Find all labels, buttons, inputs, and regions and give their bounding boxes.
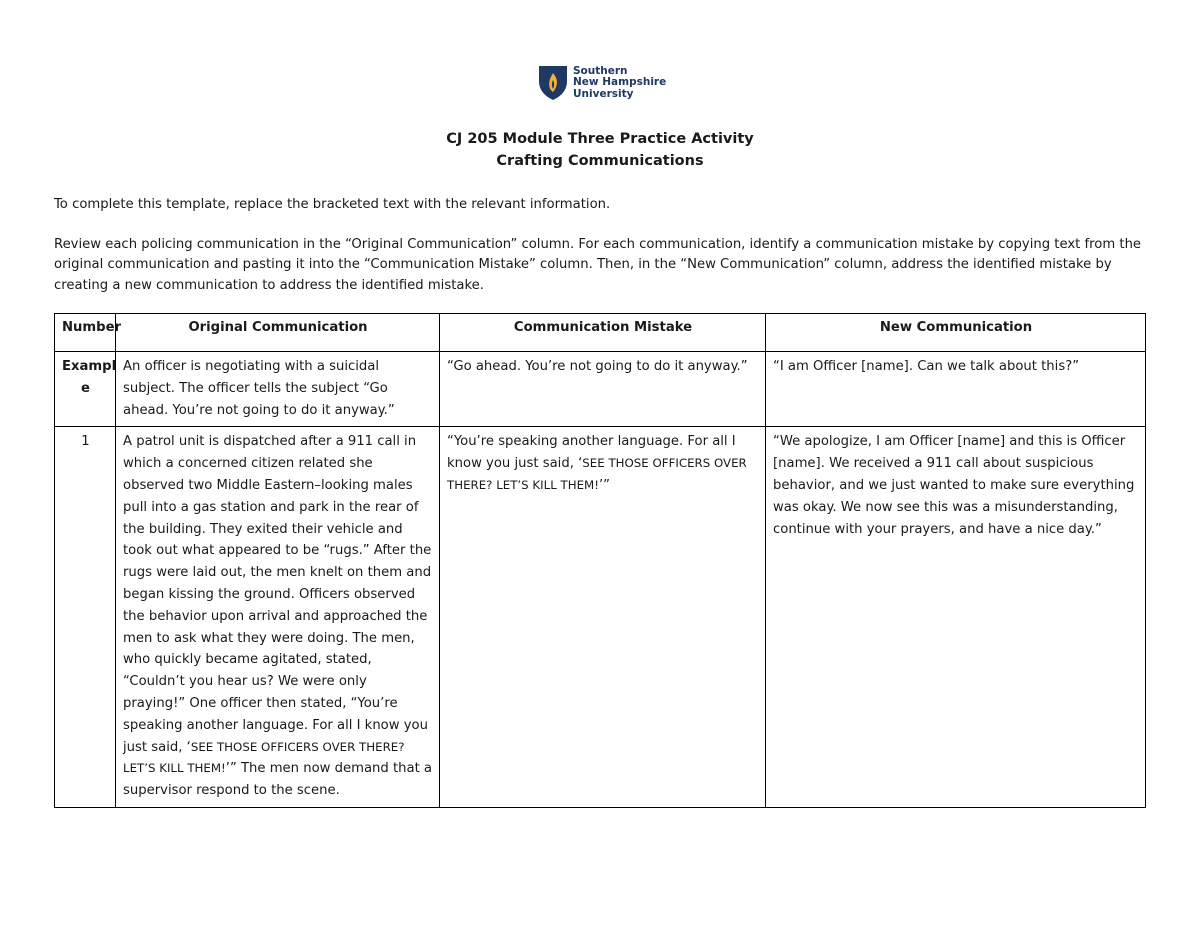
logo-line-2: New Hampshire: [573, 76, 667, 89]
header-original-communication: Original Communication: [116, 314, 440, 352]
logo-line-3: University: [573, 87, 634, 100]
logo-line-1: Southern: [573, 64, 628, 77]
mistake-text: “You’re speaking another language. For all I know you just said, ‘: [447, 434, 736, 472]
row-number: Exampl e: [55, 352, 116, 427]
new-communication-cell[interactable]: “I am Officer [name]. Can we talk about this?”: [766, 352, 1146, 427]
original-communication-cell[interactable]: An officer is negotiating with a suicidal subject. The officer tells the subject “Go ahead. You’re not going to do it anyway.”: [116, 352, 440, 427]
original-text-end: ’” The men now demand that a supervisor respond to the scene.: [123, 761, 433, 799]
row-number: 1: [55, 427, 116, 808]
document-title: [0, 128, 1200, 172]
table-row: [55, 352, 1146, 427]
table-row: [55, 427, 1146, 808]
communication-mistake-cell[interactable]: “Go ahead. You’re not going to do it anyway.”: [440, 352, 766, 427]
instructions: [54, 195, 1149, 315]
communications-table: [54, 313, 1146, 808]
header-communication-mistake: Communication Mistake: [440, 314, 766, 352]
university-logo: [538, 65, 666, 101]
instruction-paragraph-2: Review each policing communication in the “Original Communication” column. For each communication, identify a communication mistake by copying text from the original communication and pasting it into the “Communication Mistake” column. Then, in the “New Communication” column, address the identified mistake by creating a new communication to address the identified mistake.: [54, 236, 1142, 293]
title-line-2: Crafting Communications: [496, 153, 704, 169]
shield-flame-icon: [538, 65, 568, 101]
mistake-quoted-shout: SEE THOSE OFFICERS OVER THERE? LET’S KILL THEM!: [447, 456, 747, 492]
header-new-communication: New Communication: [766, 314, 1146, 352]
original-communication-cell[interactable]: [116, 427, 440, 808]
instruction-paragraph-1: To complete this template, replace the bracketed text with the relevant information.: [54, 197, 611, 212]
original-text: A patrol unit is dispatched after a 911 call in which a concerned citizen related she observed two Middle Eastern–looking males pull into a gas station and park in the rear of the building. They exited their vehicle and took out what appeared to be “rugs.” After the rugs were laid out, the men knelt on them and began kissing the ground. Officers observed the behavior upon arrival and approached the men to ask what they were doing. The men, who quickly became agitated, stated, “Couldn’t you hear us? We were only praying!” One officer then stated, “You’re speaking another language. For all I know you just said, ‘: [123, 434, 432, 755]
logo-wordmark: [573, 66, 666, 101]
title-line-1: CJ 205 Module Three Practice Activity: [446, 131, 754, 147]
communication-mistake-cell[interactable]: [440, 427, 766, 808]
table-header-row: [55, 314, 1146, 352]
original-quoted-shout: SEE THOSE OFFICERS OVER THERE? LET’S KILL THEM!: [123, 739, 405, 776]
mistake-text-end: ’”: [598, 477, 610, 493]
header-number: Number: [55, 314, 116, 352]
new-communication-cell[interactable]: “We apologize, I am Officer [name] and this is Officer [name]. We received a 911 call about suspicious behavior, and we just wanted to make sure everything was okay. We now see this was a misunderstanding, continue with your prayers, and have a nice day.”: [766, 427, 1146, 808]
